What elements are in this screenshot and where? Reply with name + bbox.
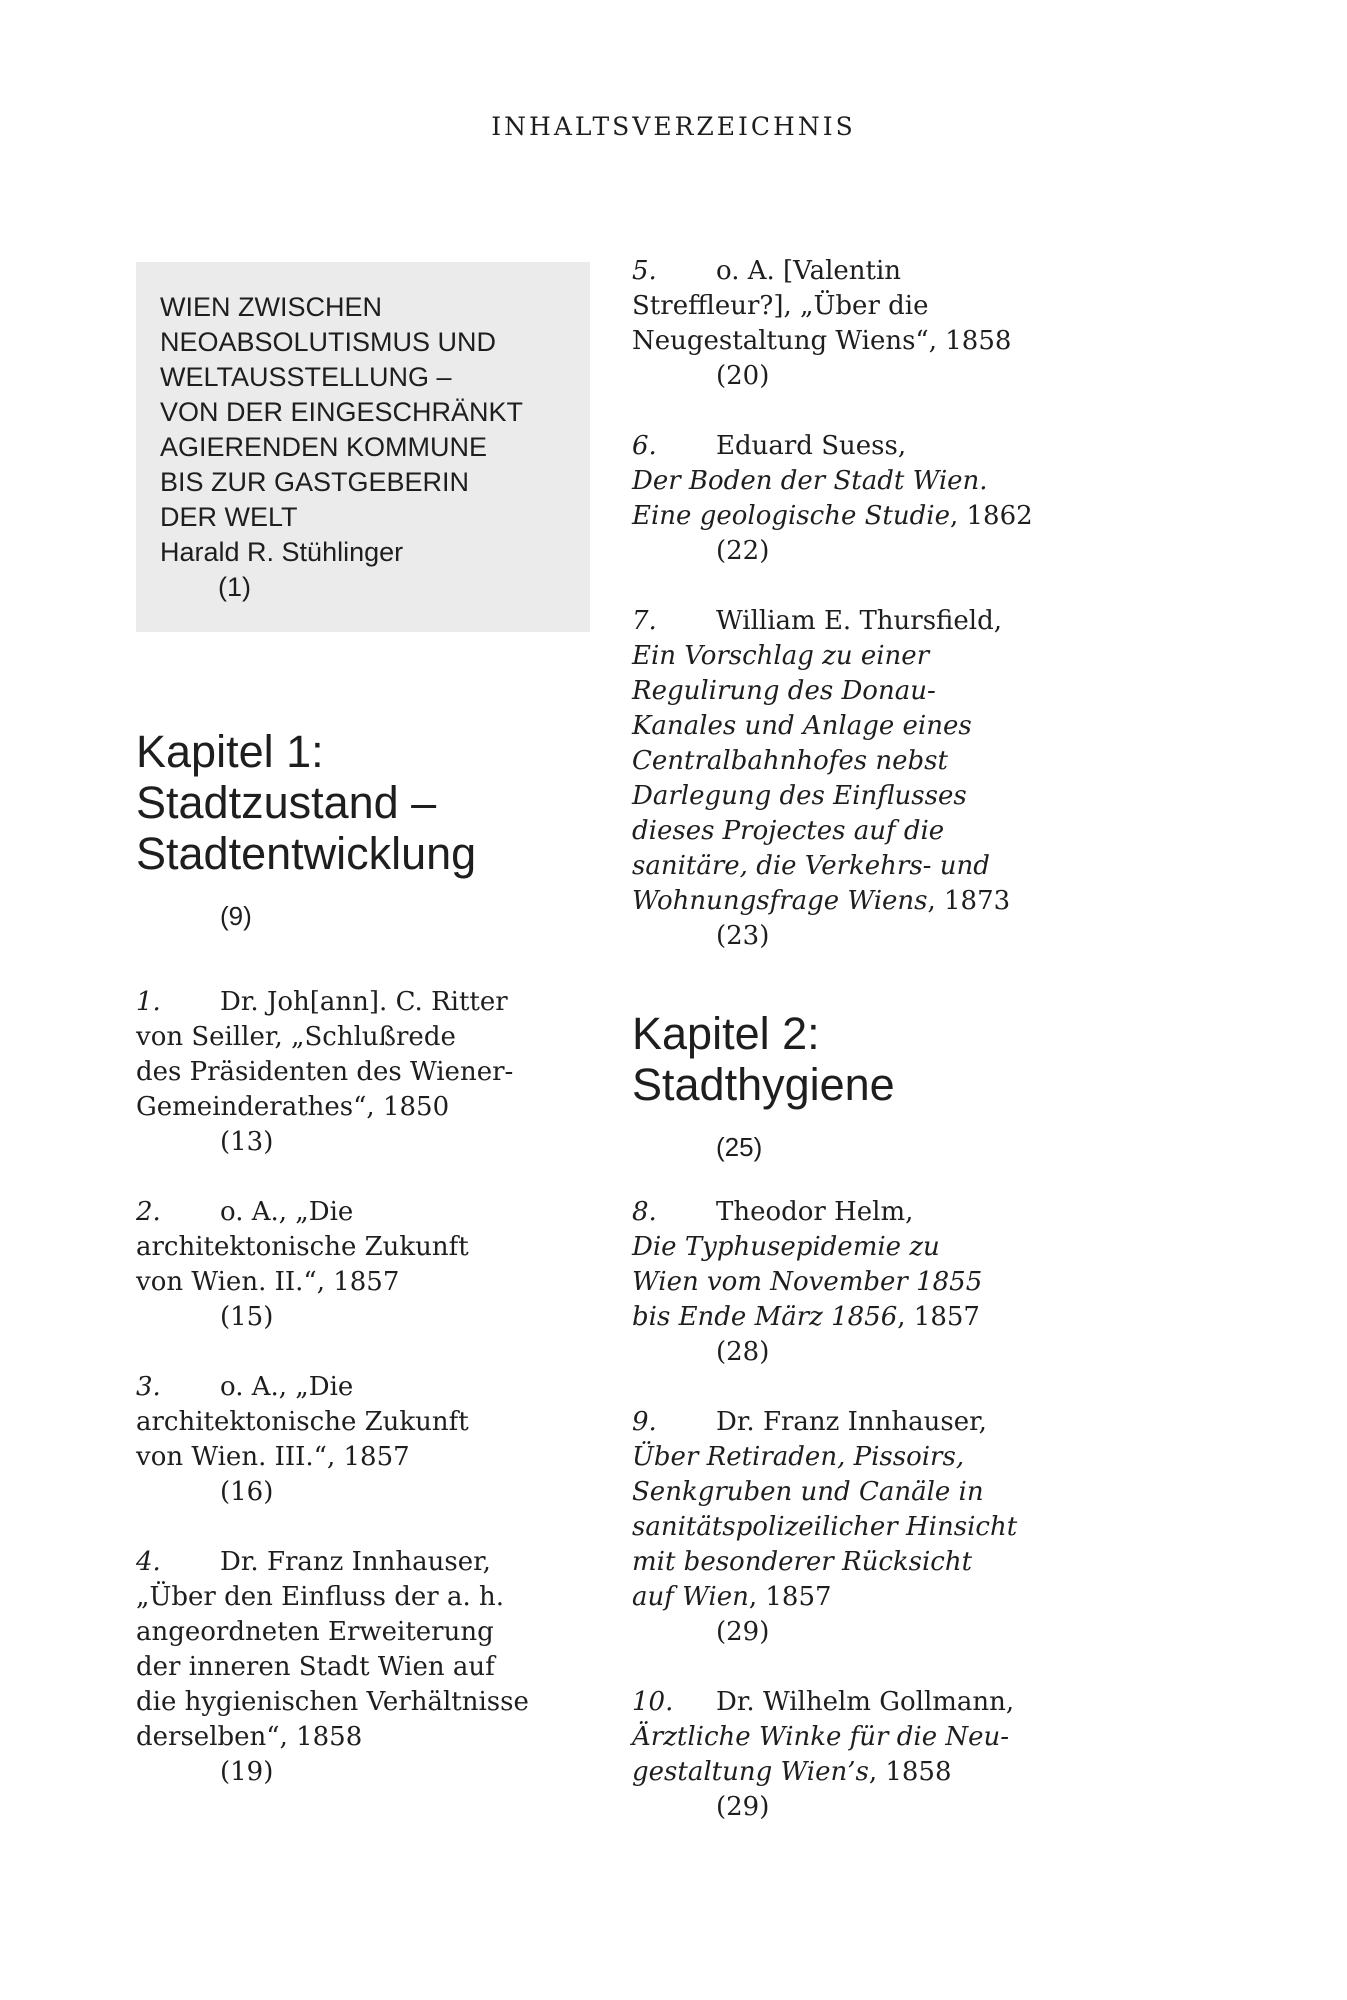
entry-text: o. A., „Die (220, 1372, 354, 1402)
entry-title-italic: dieses Projectes auf die (632, 816, 945, 846)
entry-text: des Präsidenten des Wiener- (136, 1057, 514, 1087)
entry-page-number: (22) (716, 536, 770, 566)
entry-text: von Wien. III.“, 1857 (136, 1442, 410, 1472)
toc-entry-5[interactable] (632, 254, 1092, 394)
entry-year: , 1873 (927, 886, 1011, 916)
entry-title-italic: Die Typhusepidemie zu (632, 1232, 940, 1262)
intro-essay-box[interactable] (136, 262, 590, 632)
entry-number: 5. (632, 256, 657, 286)
entry-text: Theodor Helm, (716, 1197, 914, 1227)
toc-entry-4[interactable] (136, 1545, 606, 1790)
entry-year: , 1862 (949, 501, 1033, 531)
toc-entry-9[interactable] (632, 1405, 1092, 1650)
entry-text: William E. Thursfield, (716, 606, 1003, 636)
entry-page-number: (20) (716, 361, 770, 391)
chapter-title-line: Stadtentwicklung (136, 828, 477, 879)
entry-page-number: (16) (220, 1477, 274, 1507)
toc-entry-2[interactable] (136, 1195, 606, 1335)
chapter-title-line: Stadtzustand – (136, 777, 437, 828)
entry-text: von Seiller, „Schlußrede (136, 1022, 456, 1052)
toc-entry-6[interactable] (632, 429, 1092, 569)
entry-title-italic: auf Wien (632, 1582, 749, 1612)
toc-entry-8[interactable] (632, 1195, 1092, 1370)
toc-entry-10[interactable] (632, 1685, 1092, 1825)
entry-title-italic: Kanales und Anlage eines (632, 711, 972, 741)
entry-number: 1. (136, 987, 161, 1017)
entry-title-italic: sanitäre, die Verkehrs- und (632, 851, 990, 881)
entry-text: Dr. Joh[ann]. C. Ritter (220, 987, 508, 1017)
entry-text: Gemeinderathes“, 1850 (136, 1092, 450, 1122)
entry-title-italic: gestaltung Wien’s (632, 1757, 869, 1787)
entry-page-number: (29) (716, 1617, 770, 1647)
entry-title-italic: bis Ende März 1856 (632, 1302, 898, 1332)
toc-entry-7[interactable] (632, 604, 1092, 954)
intro-title-line: DER WELT (160, 502, 298, 532)
entry-title-italic: Regulirung des Donau- (632, 676, 936, 706)
entry-text: von Wien. II.“, 1857 (136, 1267, 400, 1297)
running-header: INHALTSVERZEICHNIS (491, 112, 856, 141)
entry-text: derselben“, 1858 (136, 1722, 363, 1752)
entry-text: Dr. Franz Innhauser, (220, 1547, 491, 1577)
chapter-page-number: (25) (716, 1132, 763, 1162)
entry-number: 7. (632, 606, 657, 636)
entry-title-italic: Ein Vorschlag zu einer (632, 641, 930, 671)
entry-text: o. A., „Die (220, 1197, 354, 1227)
entry-text: Neugestaltung Wiens“, 1858 (632, 326, 1012, 356)
entry-title-italic: Senkgruben und Canäle in (632, 1477, 984, 1507)
entry-number: 10. (632, 1687, 674, 1717)
chapter-1-heading[interactable] (136, 726, 476, 932)
intro-title-line: BIS ZUR GASTGEBERIN (160, 467, 470, 497)
intro-author: Harald R. Stühlinger (160, 537, 404, 567)
entry-number: 2. (136, 1197, 161, 1227)
entry-number: 4. (136, 1547, 161, 1577)
entry-page-number: (23) (716, 921, 770, 951)
entry-text: Dr. Wilhelm Gollmann, (716, 1687, 1015, 1717)
entry-text: der inneren Stadt Wien auf (136, 1652, 495, 1682)
entry-text: angeordneten Erweiterung (136, 1617, 494, 1647)
chapter-title-line: Kapitel 2: (632, 1008, 820, 1059)
entry-number: 8. (632, 1197, 657, 1227)
entry-title-italic: Wohnungsfrage Wiens (632, 886, 928, 916)
entry-number: 9. (632, 1407, 657, 1437)
entry-year: , 1857 (748, 1582, 832, 1612)
entry-text: die hygienischen Verhältnisse (136, 1687, 529, 1717)
intro-page-number: (1) (218, 572, 251, 602)
entry-title-italic: Ärztliche Winke für die Neu- (632, 1722, 1010, 1752)
chapter-2-heading[interactable] (632, 1008, 895, 1163)
entry-text: Eduard Suess, (716, 431, 907, 461)
entry-page-number: (29) (716, 1792, 770, 1822)
entry-title-italic: sanitätspolizeilicher Hinsicht (632, 1512, 1018, 1542)
entry-title-italic: Centralbahnhofes nebst (632, 746, 948, 776)
entry-year: , 1857 (897, 1302, 980, 1332)
entry-text: „Über den Einfluss der a. h. (136, 1582, 504, 1612)
entry-text: o. A. [Valentin (716, 256, 902, 286)
chapter-title-line: Kapitel 1: (136, 726, 324, 777)
chapter-title-line: Stadthygiene (632, 1059, 895, 1110)
entry-page-number: (19) (220, 1757, 274, 1787)
entry-number: 6. (632, 431, 657, 461)
entry-year: , 1858 (868, 1757, 952, 1787)
entry-text: Dr. Franz Innhauser, (716, 1407, 987, 1437)
intro-title-line: NEOABSOLUTISMUS UND (160, 327, 497, 357)
intro-title-line: AGIERENDEN KOMMUNE (160, 432, 488, 462)
entry-text: Streffleur?], „Über die (632, 291, 929, 321)
chapter-page-number: (9) (220, 901, 252, 931)
entry-title-italic: Eine geologische Studie (632, 501, 950, 531)
intro-title-line: VON DER EINGESCHRÄNKT (160, 397, 524, 427)
intro-title-line: WELTAUSSTELLUNG – (160, 362, 452, 392)
entry-text: architektonische Zukunft (136, 1407, 469, 1437)
entry-page-number: (13) (220, 1127, 274, 1157)
entry-title-italic: mit besonderer Rücksicht (632, 1547, 973, 1577)
intro-title-line: WIEN ZWISCHEN (160, 292, 382, 322)
entry-title-italic: Wien vom November 1855 (632, 1267, 983, 1297)
entry-text: architektonische Zukunft (136, 1232, 469, 1262)
toc-entry-1[interactable] (136, 985, 606, 1160)
entry-title-italic: Darlegung des Einflusses (632, 781, 967, 811)
entry-title-italic: Der Boden der Stadt Wien. (632, 466, 988, 496)
entry-number: 3. (136, 1372, 161, 1402)
entry-title-italic: Über Retiraden, Pissoirs, (632, 1442, 965, 1472)
entry-page-number: (15) (220, 1302, 274, 1332)
toc-entry-3[interactable] (136, 1370, 606, 1510)
entry-page-number: (28) (716, 1337, 770, 1367)
